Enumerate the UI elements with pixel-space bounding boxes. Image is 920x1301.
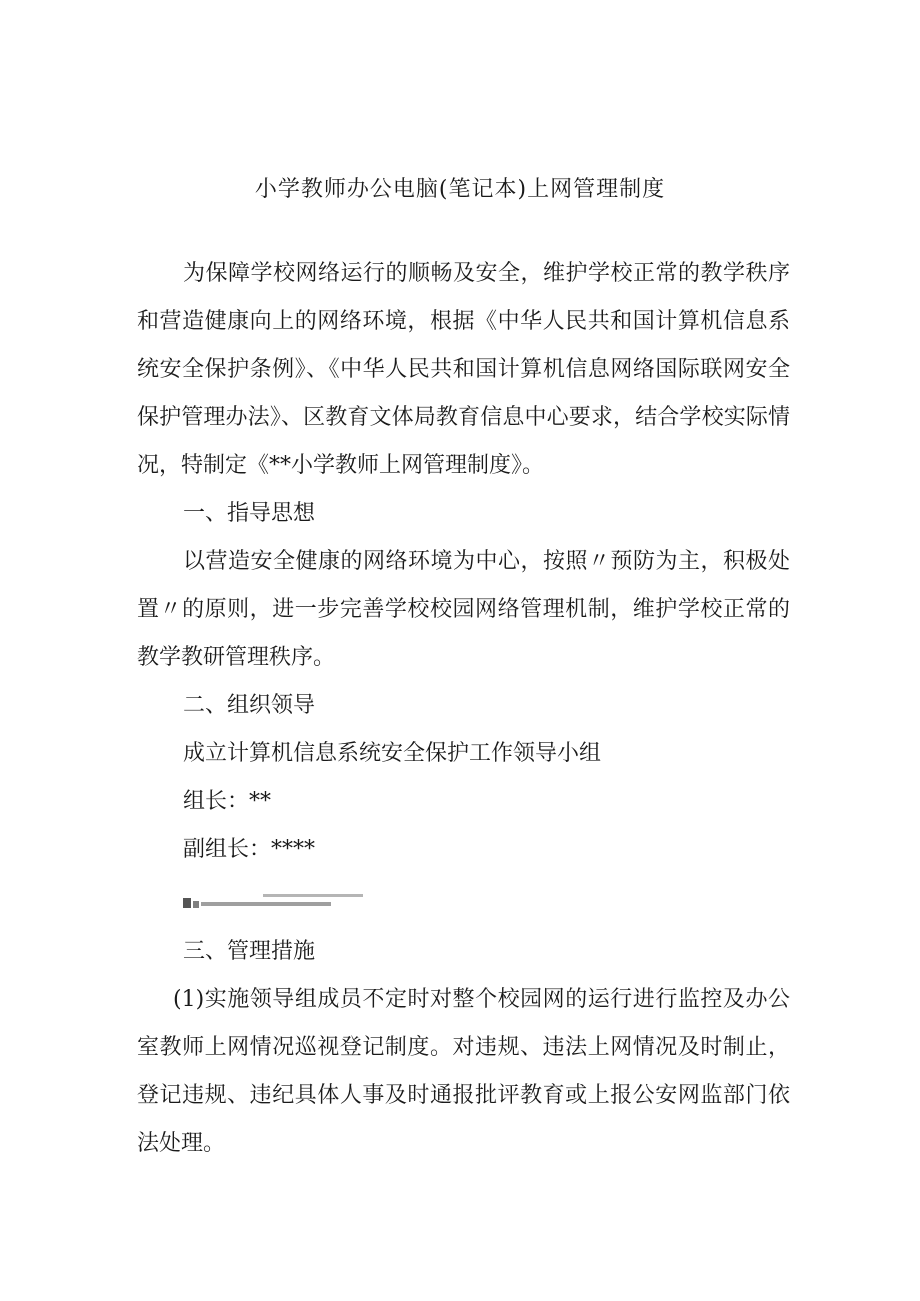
document-title: 小学教师办公电脑(笔记本)上网管理制度 (254, 177, 666, 202)
section2-leader: 组长：** (183, 789, 272, 814)
section1-heading: 一、指导思想 (183, 501, 316, 526)
section2-heading: 二、组织领导 (183, 693, 316, 718)
section3-heading: 三、管理措施 (183, 939, 316, 964)
illegible-line (183, 892, 363, 912)
section3-item1: (1)实施领导组成员不定时对整个校园网的运行进行监控及办公室教师上网情况巡视登记制度。对违规、违法上网情况及时制止，登记违规、违纪具体人事及时通报批评教育或上报公安网监部门依法处理。 (137, 987, 790, 1156)
section2-vice-leader: 副组长：**** (183, 837, 316, 862)
intro-paragraph: 为保障学校网络运行的顺畅及安全，维护学校正常的教学秩序和营造健康向上的网络环境，根据《中华人民共和国计算机信息系统安全保护条例》、《中华人民共和国计算机信息网络国际联网安全保护管理办法》、区教育文体局教育信息中心要求，结合学校实际情况，特制定《**小学教师上网管理制度》。 (137, 261, 790, 478)
illegible-text-smudge (183, 892, 363, 912)
section2-line1: 成立计算机信息系统安全保护工作领导小组 (183, 741, 602, 766)
section1-body: 以营造安全健康的网络环境为中心，按照〃预防为主，积极处置〃的原则，进一步完善学校校园网络管理机制，维护学校正常的教学教研管理秩序。 (137, 549, 790, 670)
